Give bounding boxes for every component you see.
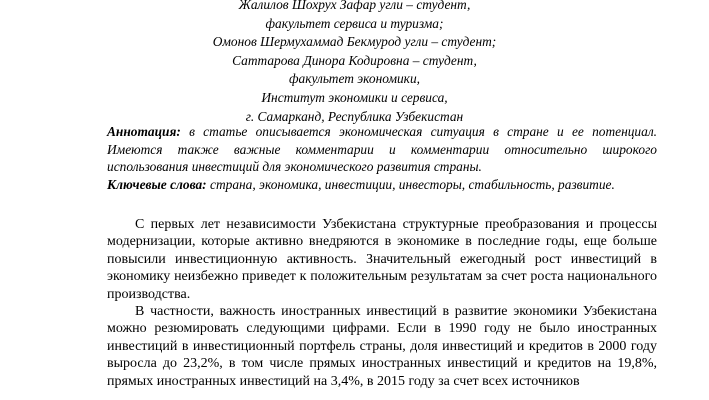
author-line: Саттарова Динора Кодировна – студент, bbox=[232, 52, 477, 68]
abstract-paragraph bbox=[107, 123, 657, 176]
abstract-block bbox=[107, 123, 657, 193]
abstract-label: Аннотация: bbox=[107, 124, 181, 139]
author-line: Омонов Шермухаммад Бекмурод угли – студент; bbox=[212, 34, 497, 50]
article-body bbox=[107, 216, 657, 390]
keywords-text: страна, экономика, инвестиции, инвесторы, стабильность, развитие. bbox=[206, 176, 615, 192]
author-line: г. Самарканд, Республика Узбекистан bbox=[245, 108, 464, 124]
body-paragraph-1: С первых лет независимости Узбекистана структурные преобразования и процессы модернизации, которые активно внедряются в экономике в последние годы, еще больше повысили инвестиционную активность. Значительный ежегодный рост инвестиций в экономику неизбежно приведет к положительным результатам за счет роста национального производства. bbox=[107, 217, 657, 302]
author-line: Институт экономики и сервиса, bbox=[261, 89, 448, 105]
author-line: факультет сервиса и туризма; bbox=[265, 15, 444, 31]
author-line: факультет экономики, bbox=[289, 71, 420, 87]
author-line: Жалилов Шохрух Зафар угли – студент, bbox=[238, 0, 471, 12]
keywords-label: Ключевые слова: bbox=[107, 176, 207, 192]
abstract-text: в статье описывается экономическая ситуация в стране и ее потенциал. Имеются также важные комментарии и комментарии относительно широкого использования инвестиций для экономического развития страны. bbox=[107, 124, 657, 175]
keywords-paragraph bbox=[107, 176, 657, 194]
author-affiliations bbox=[0, 0, 709, 126]
body-paragraph-2: В частности, важность иностранных инвестиций в развитие экономики Узбекистана можно резюмировать следующими цифрами. Если в 1990 году не было иностранных инвестиций в инвестиционный портфель страны, доля инвестиций и кредитов в 2000 году выросла до 23,2%, в том числе прямых иностранных инвестиций и кредитов на 19,8%, прямых иностранных инвестиций на 3,4%, в 2015 году за счет всех источников bbox=[107, 304, 657, 389]
